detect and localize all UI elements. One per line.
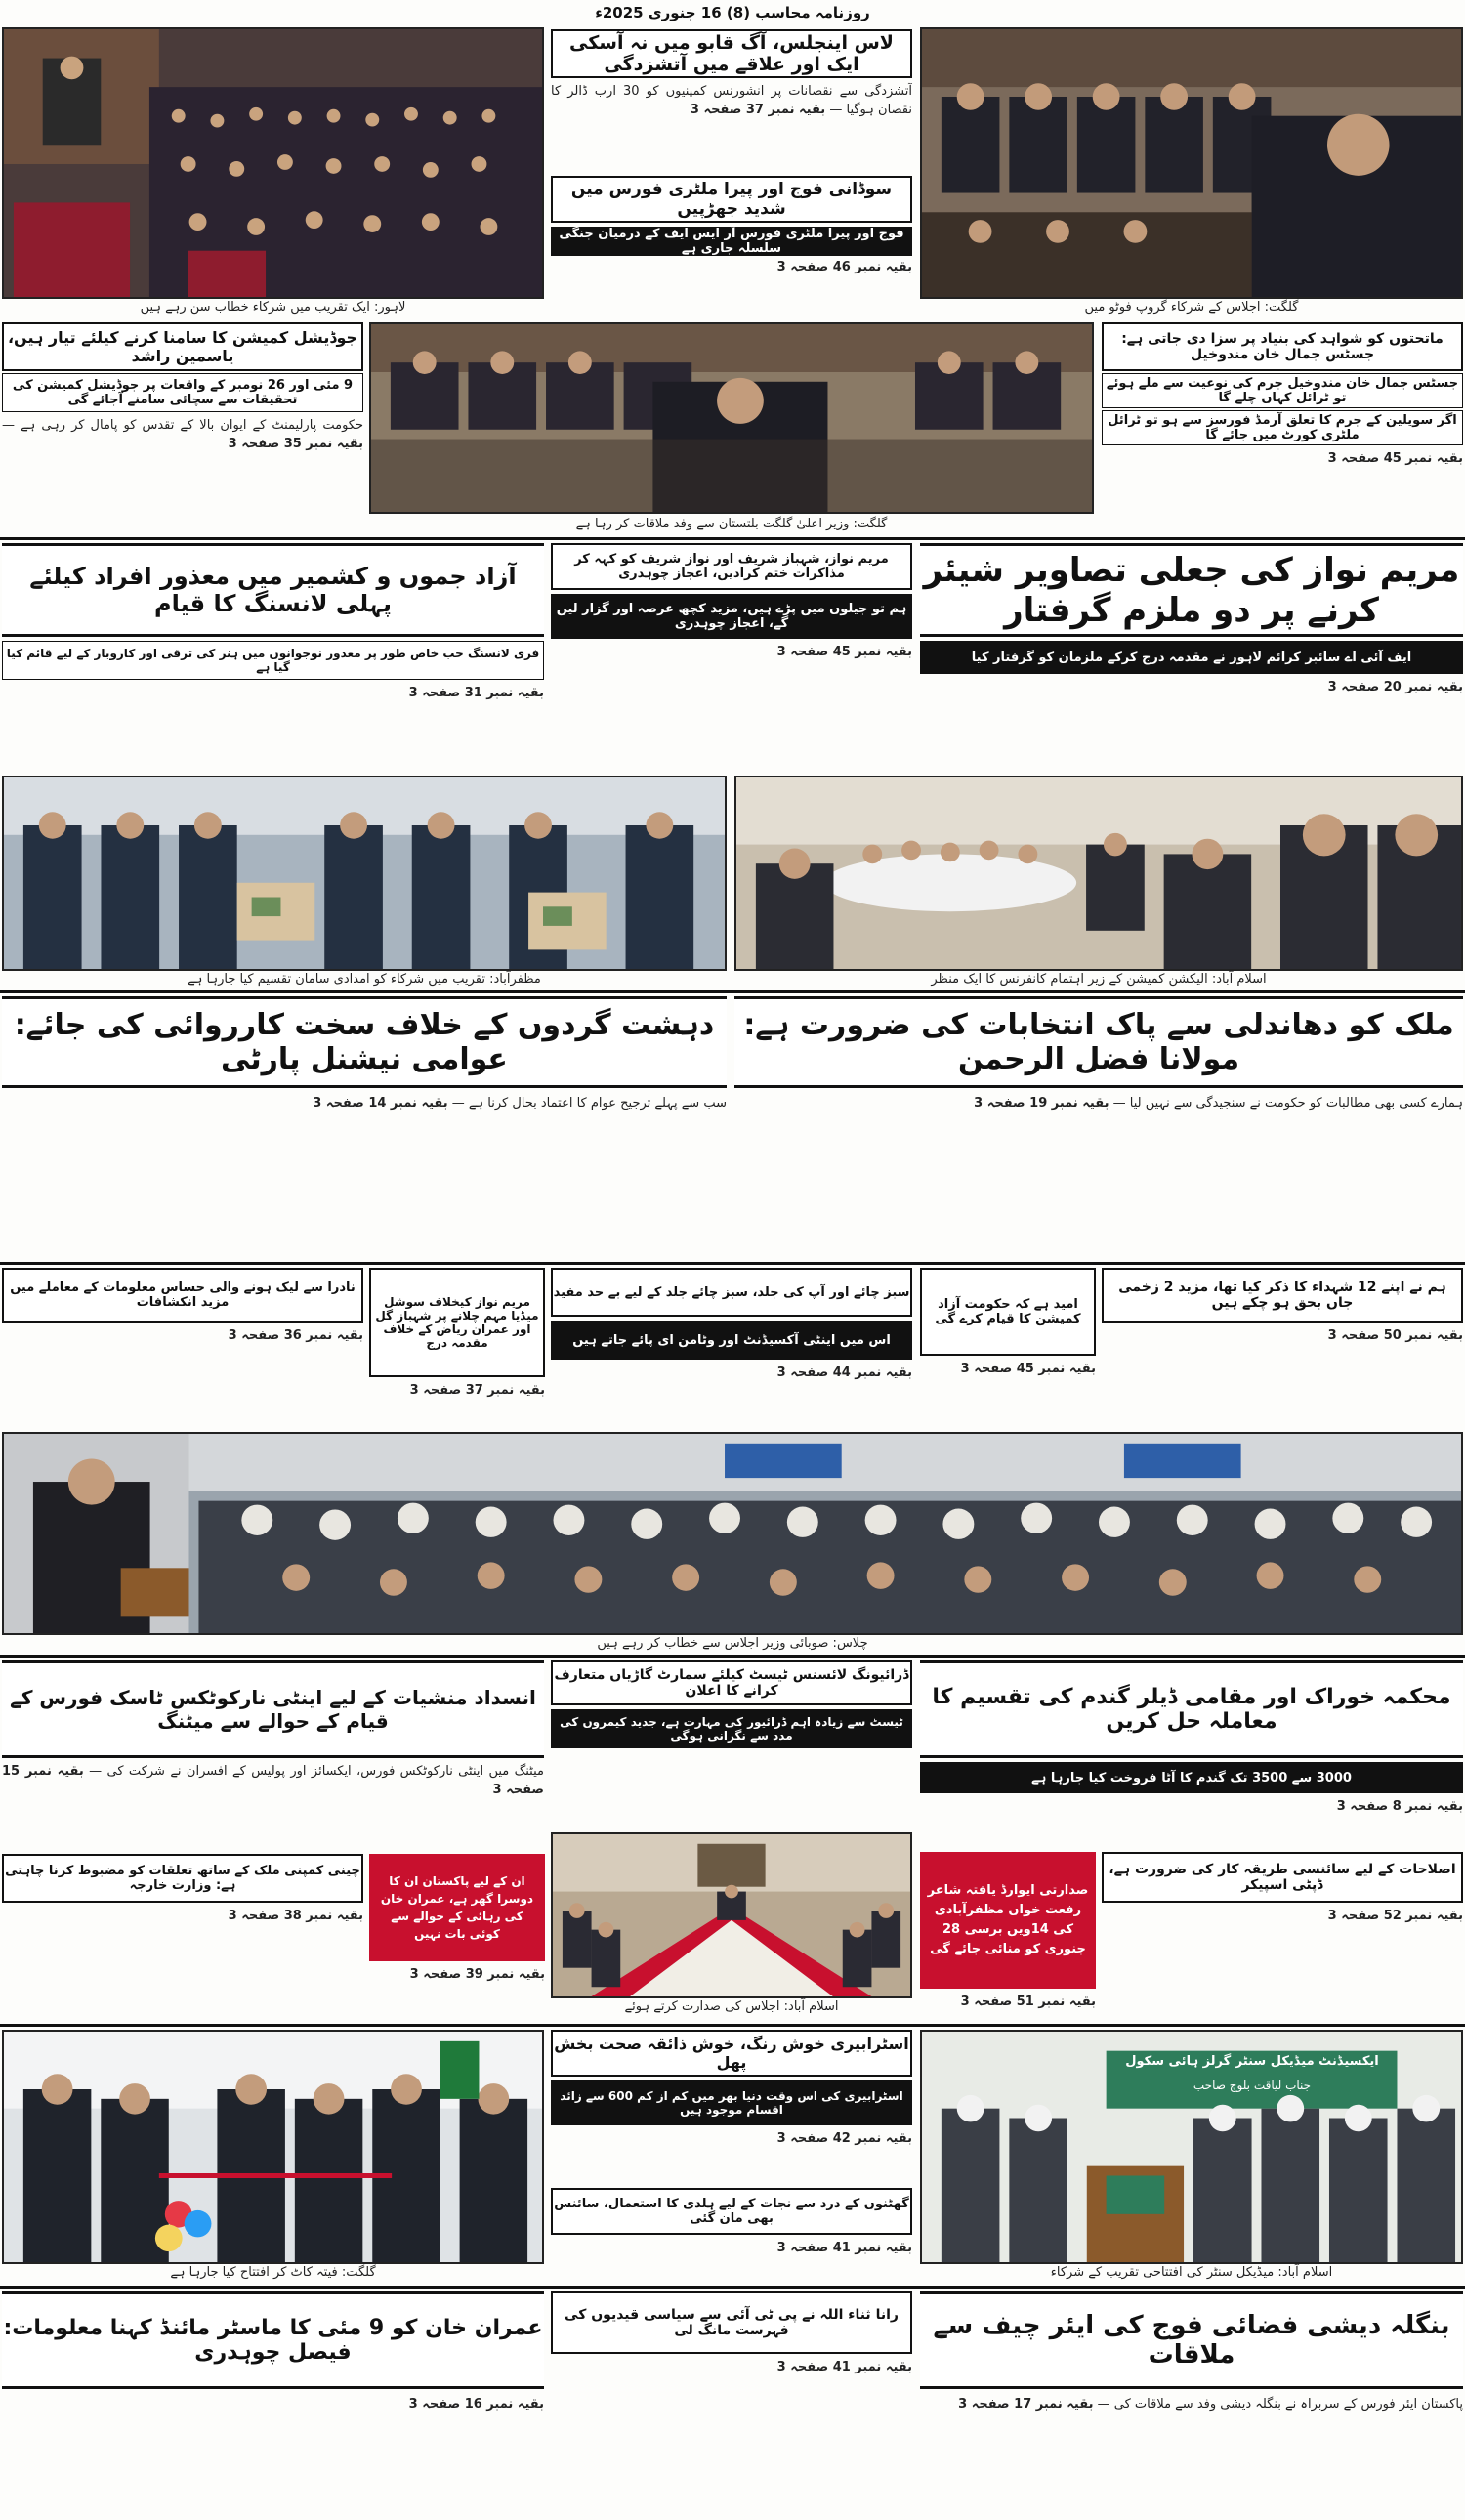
photo-driving-license-meeting <box>551 1832 912 1998</box>
strawberry-continued: بقیہ نمبر 42 صفحہ 3 <box>776 2131 912 2146</box>
faisal-chaudhry-body <box>2 2395 544 2516</box>
fazl-body: ہمارے کسی بھی مطالبات کو حکومت نے سنجیدگی سے نہیں لیا — بقیہ نمبر 19 صفحہ 3 <box>974 1096 1463 1111</box>
photo-caption: گلگت: اجلاس کے شرکاء گروپ فوٹو میں <box>1084 300 1299 315</box>
turmeric-headline: گھٹنوں کے درد سے نجات کے لیے ہلدی کا استعمال، سائنس بھی مان گئی <box>551 2188 912 2235</box>
ijaz-chaudhry-body <box>551 643 912 772</box>
wheat-sub: 3000 سے 3500 تک گندم کا آٹا فروخت کیا جارہا ہے <box>920 1762 1463 1793</box>
strawberry-headline: اسٹرابیری خوش رنگ، خوش ذائقہ صحت بخش پھل <box>551 2030 912 2077</box>
nadra-headline: نادرا سے لیک ہونے والی حساس معلومات کے معاملے میں مزید انکشافات <box>2 1268 363 1323</box>
driving-license-headline: ڈرائیونگ لائسنس ٹیسٹ کیلئے سمارٹ گاڑیاں متعارف کرانے کا اعلان <box>551 1660 912 1705</box>
faisal-chaudhry-continued: بقیہ نمبر 16 صفحہ 3 <box>408 2397 544 2412</box>
poet-anniversary-body <box>920 1993 1096 2018</box>
fazl-text: ہمارے کسی بھی مطالبات کو حکومت نے سنجیدگی سے نہیں لیا <box>1129 1096 1463 1111</box>
photo-ribbon-cutting <box>2 2030 544 2264</box>
nadra-body <box>2 1326 363 1424</box>
ijaz-chaudhry-sub: ہم تو جیلوں میں پڑے ہیں، مزید کچھ عرصہ اور گزار لیں گے، اعجاز چوہدری <box>551 594 912 639</box>
green-tea-sub: اس میں اینٹی آکسیڈنٹ اور وٹامن ای پائے جاتے ہیں <box>551 1321 912 1360</box>
commission-hope-headline: امید ہے کہ حکومت آزاد کمیشن کا قیام کرے گی <box>920 1268 1096 1356</box>
foreign-office-body <box>2 1907 363 2014</box>
sanaullah-body <box>551 2358 912 2516</box>
masthead: روزنامہ محاسب (8) 16 جنوری 2025ء <box>595 4 870 21</box>
sudan-subheadline: فوج اور پیرا ملٹری فورس آر ایس ایف کے درمیان جنگی سلسلہ جاری ہے <box>551 227 912 256</box>
green-tea-headline: سبز چائے اور آپ کی جلد، سبز چائے جلد کے لیے بے حد مفید <box>551 1268 912 1317</box>
commission-hope-body <box>920 1360 1096 1424</box>
la-fire-headline: لاس اینجلس، آگ قابو میں نہ آسکی ایک اور علاقے میں آتشزدگی <box>551 29 912 78</box>
anti-narcotics-headline: انسداد منشیات کے لیے اینٹی نارکوٹکس ٹاسک فورس کے قیام کے حوالے سے میٹنگ <box>2 1660 544 1758</box>
la-fire-text: آتشزدگی سے نقصانات پر انشورنس کمپنیوں کو 30 ارب ڈالر کا نقصان ہوگیا <box>551 84 912 117</box>
ajk-freelancing-sub: فری لانسنگ حب خاص طور پر معذور نوجوانوں میں ہنر کی ترقی اور کاروبار کے لیے قائم کیا گیا ہے <box>2 641 544 680</box>
turmeric-continued: بقیہ نمبر 41 صفحہ 3 <box>776 2241 912 2255</box>
reforms-continued: بقیہ نمبر 52 صفحہ 3 <box>1327 1909 1463 1923</box>
wheat-body <box>920 1797 1463 1848</box>
martyrs-body <box>1102 1326 1463 1424</box>
fazl-headline: ملک کو دھاندلی سے پاک انتخابات کی ضرورت ہے: مولانا فضل الرحمن <box>734 996 1463 1088</box>
poet-anniversary-box: صدارتی ایوارڈ یافتہ شاعر رفعت خواں مظفرآبادی کی 14ویں برسی 28 جنوری کو منائی جائے گی <box>920 1852 1096 1989</box>
sign-title: ایکسیڈنٹ میڈیکل سنٹر گرلز ہائی سکول <box>1125 2054 1379 2069</box>
imran-release-continued: بقیہ نمبر 39 صفحہ 3 <box>409 1967 545 1982</box>
wheat-continued: بقیہ نمبر 8 صفحہ 3 <box>1336 1799 1463 1814</box>
anp-body: سب سے پہلے ترجیح عوام کا اعتماد بحال کرنا ہے — بقیہ نمبر 14 صفحہ 3 <box>313 1096 727 1111</box>
photo-caption: اسلام آباد: میڈیکل سنٹر کی افتتاحی تقریب کے شرکاء <box>1050 2265 1333 2280</box>
sanaullah-continued: بقیہ نمبر 41 صفحہ 3 <box>776 2360 912 2374</box>
foreign-office-continued: بقیہ نمبر 38 صفحہ 3 <box>228 1909 363 1923</box>
sanaullah-headline: رانا ثناء اللہ نے پی ٹی آئی سے سیاسی قیدیوں کی فہرست مانگ لی <box>551 2291 912 2354</box>
sign-subtitle: جناب لیاقت بلوچ صاحب <box>1193 2079 1312 2092</box>
judicial-commission-headline: جوڈیشل کمیشن کا سامنا کرنے کیلئے تیار ہیں، یاسمین راشد <box>2 322 363 371</box>
bangladesh-air-chief-headline: بنگلہ دیشی فضائی فوج کی ایئر چیف سے ملاقات <box>920 2291 1463 2389</box>
maryam-fake-photos-headline: مریم نواز کی جعلی تصاویر شیئر کرنے پر دو ملزم گرفتار <box>920 543 1463 637</box>
photo-meeting-officials <box>920 27 1463 299</box>
driving-license-sub: ٹیسٹ سے زیادہ اہم ڈرائیور کی مہارت ہے، جدید کیمروں کی مدد سے نگرانی ہوگی <box>551 1709 912 1748</box>
social-media-case-body <box>369 1381 545 1424</box>
sudan-continued: بقیہ نمبر 46 صفحہ 3 <box>776 260 912 274</box>
imran-release-box: ان کے لیے پاکستان ان کا دوسرا گھر ہے، عمران خان کی رہائی کے حوالے سے کوئی بات نہیں <box>369 1854 545 1961</box>
anp-text: سب سے پہلے ترجیح عوام کا اعتماد بحال کرنا ہے <box>468 1096 727 1111</box>
photo-chilas-gathering <box>2 1432 1463 1635</box>
justice-mandokhel-continued: بقیہ نمبر 45 صفحہ 3 <box>1327 451 1463 466</box>
strawberry-sub: اسٹرابیری کی اس وقت دنیا بھر میں کم از کم 600 سے زائد اقسام موجود ہیں <box>551 2080 912 2125</box>
imran-release-body <box>369 1965 545 1991</box>
poet-anniversary-continued: بقیہ نمبر 51 صفحہ 3 <box>960 1995 1096 2009</box>
photo-caption: گلگت: وزیر اعلیٰ گلگت بلتستان سے وفد ملاقات کر رہا ہے <box>575 517 888 531</box>
maryam-fake-photos-continued: بقیہ نمبر 20 صفحہ 3 <box>1327 680 1463 694</box>
photo-caption: مظفرآباد: تقریب میں شرکاء کو امدادی سامان تقسیم کیا جارہا ہے <box>188 972 541 987</box>
photo-aid-distribution <box>2 776 727 971</box>
photo-caption: اسلام آباد: اجلاس کی صدارت کرتے ہوئے <box>624 1999 839 2014</box>
anp-headline: دہشت گردوں کے خلاف سخت کارروائی کی جائے: عوامی نیشنل پارٹی <box>2 996 727 1088</box>
reforms-headline: اصلاحات کے لیے سائنسی طریقہ کار کی ضرورت ہے، ڈپٹی اسپیکر <box>1102 1852 1463 1903</box>
social-media-case-continued: بقیہ نمبر 37 صفحہ 3 <box>409 1383 545 1398</box>
justice-mandokhel-sub1: جسٹس جمال خان مندوخیل جرم کی نوعیت سے ملے ہوئے تو ٹرائل کہاں چلے گا <box>1102 373 1463 408</box>
photo-caption: لاہور: ایک تقریب میں شرکاء خطاب سن رہے ہیں <box>140 300 406 315</box>
bangladesh-air-chief-body: پاکستان ایئر فورس کے سربراہ نے بنگلہ دیشی وفد سے ملاقات کی — بقیہ نمبر 17 صفحہ 3 <box>958 2397 1463 2412</box>
martyrs-headline: ہم نے اپنے 12 شہداء کا ذکر کیا تھا، مزید 2 زخمی جاں بحق ہو چکے ہیں <box>1102 1268 1463 1323</box>
photo-caption: گلگت: فیتہ کاٹ کر افتتاح کیا جارہا ہے <box>170 2265 376 2280</box>
justice-mandokhel-sub2: اگر سویلین کے جرم کا تعلق آرمڈ فورسز سے ہو تو ٹرائل ملٹری کورٹ میں جائے گا <box>1102 410 1463 445</box>
divider <box>0 537 1465 540</box>
ijaz-chaudhry-headline: مریم نواز، شہباز شریف اور نواز شریف کو کہہ کر مذاکرات ختم کرادیں، اعجاز چوہدری <box>551 543 912 590</box>
divider <box>0 1655 1465 1658</box>
ajk-freelancing-body <box>2 684 544 772</box>
judicial-commission-sub: 9 مئی اور 26 نومبر کے واقعات پر جوڈیشل کمیشن کی تحقیقات سے سچائی سامنے آجائے گی <box>2 373 363 412</box>
ijaz-chaudhry-continued: بقیہ نمبر 45 صفحہ 3 <box>776 645 912 659</box>
social-media-case-headline: مریم نواز کیخلاف سوشل میڈیا مہم چلانے پر شہباز گل اور عمران ریاض کے خلاف مقدمہ درج <box>369 1268 545 1377</box>
photo-caption: چلاس: صوبائی وزیر اجلاس سے خطاب کر رہے ہیں <box>597 1636 868 1651</box>
martyrs-continued: بقیہ نمبر 50 صفحہ 3 <box>1327 1328 1463 1343</box>
maryam-fake-photos-sub: ایف آئی اے سائبر کرائم لاہور نے مقدمہ درج کرکے ملزمان کو گرفتار کیا <box>920 641 1463 674</box>
medical-center-sign <box>1106 2049 1399 2108</box>
green-tea-continued: بقیہ نمبر 44 صفحہ 3 <box>776 1365 912 1380</box>
commission-hope-continued: بقیہ نمبر 45 صفحہ 3 <box>960 1362 1096 1376</box>
divider <box>0 1262 1465 1265</box>
anti-narcotics-continued: بقیہ نمبر 15 صفحہ 3 <box>2 1764 544 1797</box>
ajk-freelancing-continued: بقیہ نمبر 31 صفحہ 3 <box>408 686 544 700</box>
photo-convocation <box>2 27 544 299</box>
judicial-commission-body: حکومت پارلیمنٹ کے ایوان بالا کے تقدس کو پامال کر رہی ہے — بقیہ نمبر 35 صفحہ 3 <box>2 418 363 451</box>
justice-mandokhel-body <box>1102 449 1463 531</box>
la-fire-continued: بقیہ نمبر 37 صفحہ 3 <box>690 103 826 117</box>
anti-narcotics-body: میٹنگ میں اینٹی نارکوٹکس فورس، ایکسائز اور پولیس کے افسران نے شرکت کی — بقیہ نمبر 15 صفحہ 3 <box>2 1764 544 1797</box>
divider <box>0 2286 1465 2289</box>
sudan-body <box>551 258 912 315</box>
faisal-chaudhry-headline: عمران خان کو 9 مئی کا ماسٹر مائنڈ کہنا معلومات: فیصل چوہدری <box>2 2291 544 2389</box>
reforms-body <box>1102 1907 1463 2018</box>
turmeric-body <box>551 2239 912 2284</box>
photo-election-conference <box>734 776 1463 971</box>
maryam-fake-photos-body <box>920 678 1463 772</box>
bangladesh-air-chief-continued: بقیہ نمبر 17 صفحہ 3 <box>958 2397 1094 2412</box>
justice-mandokhel-headline: ماتحتوں کو شواہد کی بنیاد پر سزا دی جاتی ہے: جسٹس جمال خان مندوخیل <box>1102 322 1463 371</box>
sudan-headline: سوڈانی فوج اور پیرا ملٹری فورس میں شدید جھڑپیں <box>551 176 912 223</box>
divider <box>0 2024 1465 2027</box>
judicial-commission-text: حکومت پارلیمنٹ کے ایوان بالا کے تقدس کو پامال کر رہی ہے <box>21 418 363 433</box>
judicial-commission-continued: بقیہ نمبر 35 صفحہ 3 <box>228 437 363 451</box>
wheat-headline: محکمہ خوراک اور مقامی ڈیلر گندم کی تقسیم کا معاملہ حل کریں <box>920 1660 1463 1758</box>
green-tea-body <box>551 1364 912 1424</box>
nadra-continued: بقیہ نمبر 36 صفحہ 3 <box>228 1328 363 1343</box>
anti-narcotics-text: میٹنگ میں اینٹی نارکوٹکس فورس، ایکسائز اور پولیس کے افسران نے شرکت کی <box>106 1764 544 1779</box>
fazl-continued: بقیہ نمبر 19 صفحہ 3 <box>974 1096 1109 1111</box>
strawberry-body <box>551 2129 912 2184</box>
photo-caption: اسلام آباد: الیکشن کمیشن کے زیر اہتمام کانفرنس کا ایک منظر <box>931 972 1267 987</box>
anp-continued: بقیہ نمبر 14 صفحہ 3 <box>313 1096 448 1111</box>
foreign-office-headline: چینی کمپنی ملک کے ساتھ تعلقات کو مضبوط کرنا چاہتی ہے: وزارت خارجہ <box>2 1854 363 1903</box>
divider <box>0 990 1465 993</box>
bangladesh-air-chief-text: پاکستان ایئر فورس کے سربراہ نے بنگلہ دیشی وفد سے ملاقات کی <box>1113 2397 1463 2412</box>
ajk-freelancing-headline: آزاد جموں و کشمیر میں معذور افراد کیلئے پہلی لانسنگ کا قیام <box>2 543 544 637</box>
la-fire-body: آتشزدگی سے نقصانات پر انشورنس کمپنیوں کو 30 ارب ڈالر کا نقصان ہوگیا — بقیہ نمبر 37 صفحہ 3 <box>551 84 912 117</box>
photo-delegation-meeting <box>369 322 1094 514</box>
